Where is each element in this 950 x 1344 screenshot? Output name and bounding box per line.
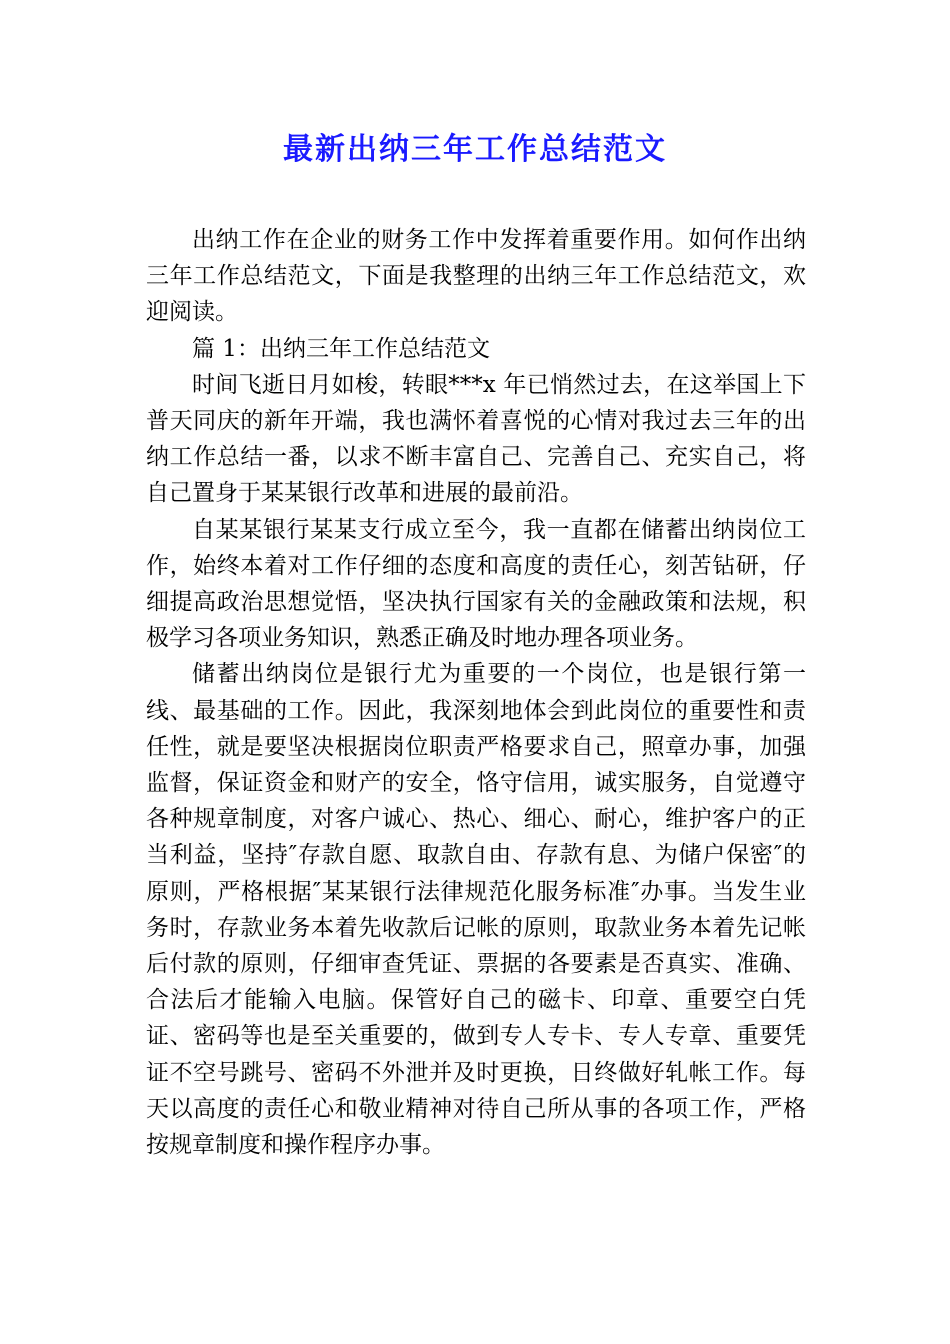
body-paragraph: 时间飞逝日月如梭，转眼***x 年已悄然过去，在这举国上下普天同庆的新年开端，我也满怀着喜悦的心情对我过去三年的出纳工作总结一番，以求不断丰富自己、完善自己、充实自己，将自己置身于某某银行改革和进展的最前沿。 xyxy=(146,371,806,507)
document-body xyxy=(146,222,806,1163)
body-paragraph: 自某某银行某某支行成立至今，我一直都在储蓄出纳岗位工作，始终本着对工作仔细的态度和高度的责任心，刻苦钻研，仔细提高政治思想觉悟，坚决执行国家有关的金融政策和法规，积极学习各项业务知识，熟悉正确及时地办理各项业务。 xyxy=(146,516,806,652)
body-paragraph: 储蓄出纳岗位是银行尤为重要的一个岗位，也是银行第一线、最基础的工作。因此，我深刻地体会到此岗位的重要性和责任性，就是要坚决根据岗位职责严格要求自己，照章办事，加强监督，保证资金和财产的安全，恪守信用，诚实服务，自觉遵守各种规章制度，对客户诚心、热心、细心、耐心，维护客户的正当利益，坚持″存款自愿、取款自由、存款有息、为储户保密″的原则，严格根据″某某银行法律规范化服务标准″办事。当发生业务时，存款业务本着先收款后记帐的原则，取款业务本着先记帐后付款的原则，仔细审查凭证、票据的各要素是否真实、准确、合法后才能输入电脑。保管好自己的磁卡、印章、重要空白凭证、密码等也是至关重要的，做到专人专卡、专人专章、重要凭证不空号跳号、密码不外泄并及时更换，日终做好轧帐工作。每天以高度的责任心和敬业精神对待自己所从事的各项工作，严格按规章制度和操作程序办事。 xyxy=(146,661,806,1159)
document-title: 最新出纳三年工作总结范文 xyxy=(283,132,667,167)
intro-paragraph: 出纳工作在企业的财务工作中发挥着重要作用。如何作出纳三年工作总结范文，下面是我整理的出纳三年工作总结范文，欢迎阅读。 xyxy=(146,227,806,326)
section-heading: 篇 1：出纳三年工作总结范文 xyxy=(192,335,490,362)
